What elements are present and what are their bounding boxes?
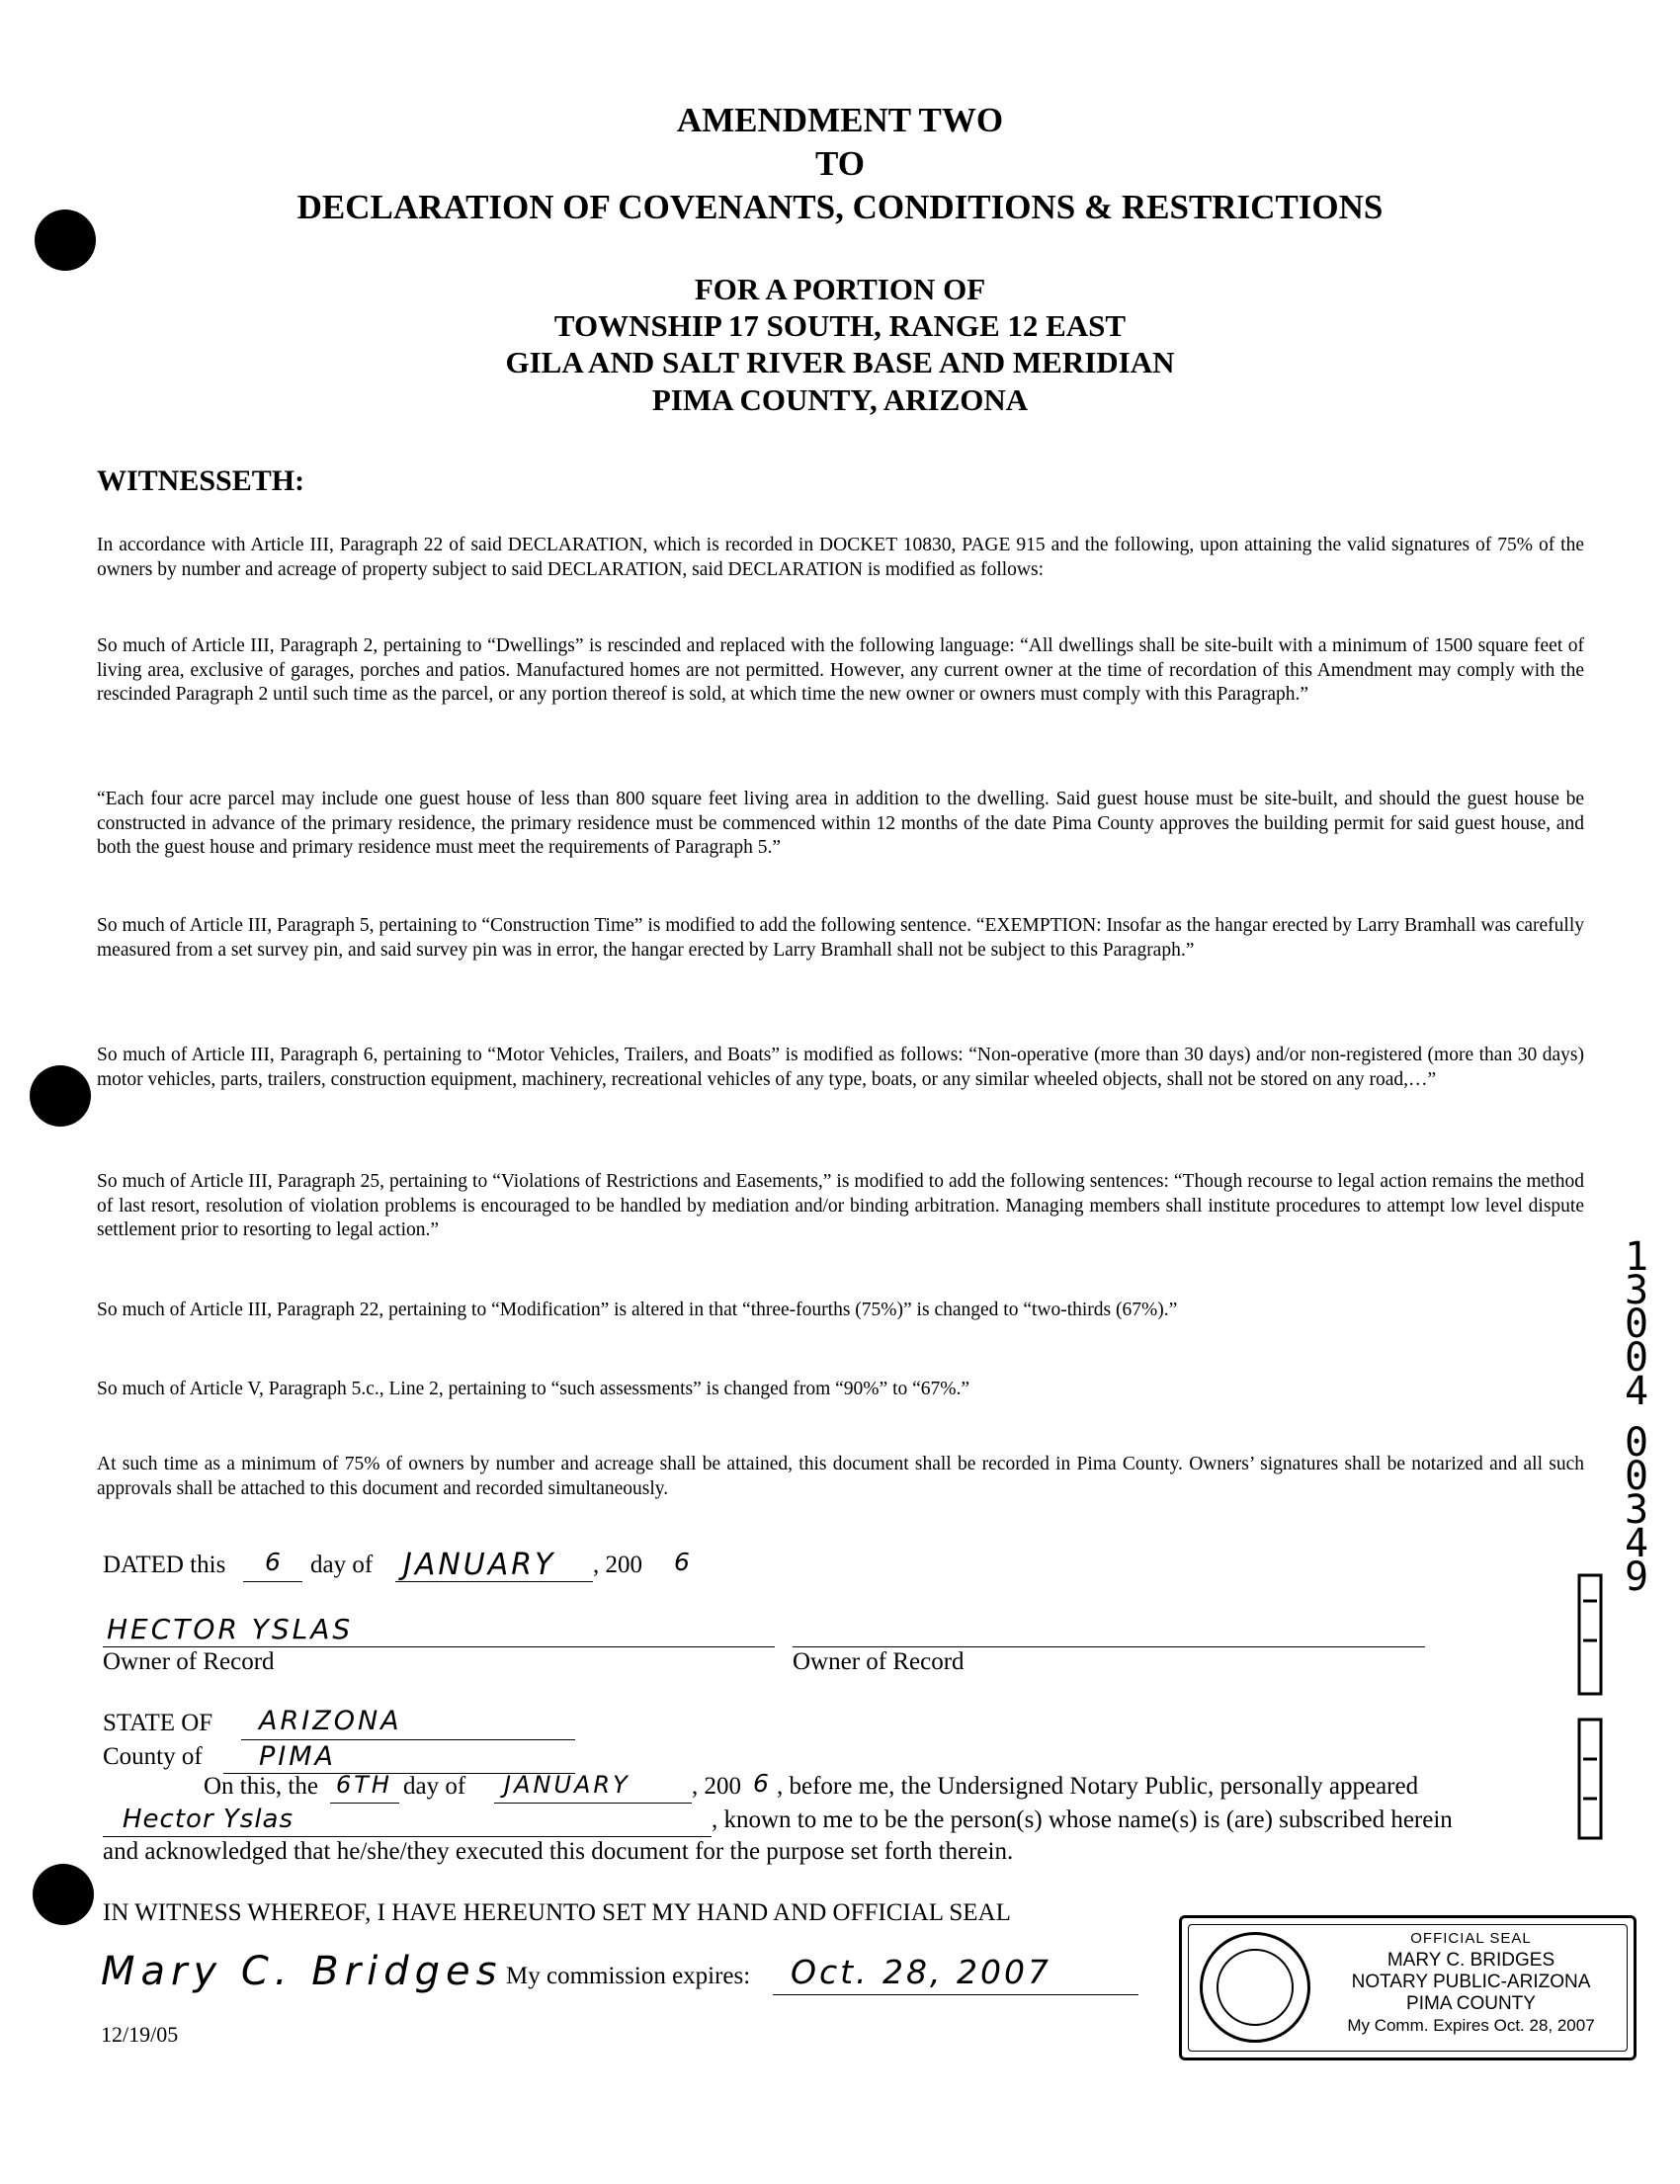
notary-day: 6TH xyxy=(336,1771,392,1799)
state-value: ARIZONA xyxy=(259,1706,402,1736)
owner-signature-left: HECTOR YSLAS xyxy=(107,1613,354,1645)
state-label: STATE OF xyxy=(103,1710,213,1736)
subheading-line-3: GILA AND SALT RIVER BASE AND MERIDIAN xyxy=(505,345,1175,379)
footer-date: 12/19/05 xyxy=(101,2022,179,2047)
notary-month: JANUARY xyxy=(504,1771,630,1799)
paragraph-construction-time: So much of Article III, Paragraph 5, pertaining to “Construction Time” is modified to add the following sentence. “EXEMPTION: Insofar as the hangar erected by Larry Bramhall was carefully measured from a set survey pin, and said survey pin was in error, the hangar erected by Larry Bramhall shall not be subject to this Paragraph.” xyxy=(97,915,1584,961)
heading-line-2: TO xyxy=(815,144,865,183)
heading-line-3: DECLARATION OF COVENANTS, CONDITIONS & RESTRICTIONS xyxy=(296,188,1384,226)
owner-signature-line-left xyxy=(103,1646,775,1647)
seal-line-4: PIMA COUNTY xyxy=(1406,1993,1536,2014)
paragraph-guest-house: “Each four acre parcel may include one guest house of less than 800 square feet living area in addition to the dwelling. Said guest house must be site-built, and should the guest house be constructed in advance of the primary residence, the primary residence must be commenced within 12 months of the date Pima County approves the building permit for said guest house, and both the guest house and primary residence must meet the requirements of Paragraph 5.” xyxy=(97,789,1584,858)
dated-month-line xyxy=(395,1581,593,1582)
paragraph-motor-vehicles: So much of Article III, Paragraph 6, pertaining to “Motor Vehicles, Trailers, and Boats” is modified as follows: “Non-operative (more than 30 days) and/or non-registered (more than 30 days) motor vehicles, parts, trailers, construction equipment, machinery, recreational vehicles of any type, boats, or any similar wheeled objects, shall not be stored on any road,…” xyxy=(97,1045,1584,1090)
recording-number: 1 3 0 0 4 0 0 3 4 9 xyxy=(1624,1234,1649,1600)
notary-year-digit: 6 xyxy=(753,1769,772,1798)
acknowledged-text: and acknowledged that he/she/they executed this document for the purpose set forth therein. xyxy=(103,1838,1014,1865)
subheading-line-2: TOWNSHIP 17 SOUTH, RANGE 12 EAST xyxy=(553,308,1127,343)
dated-day-line xyxy=(243,1581,302,1582)
notary-seal xyxy=(1179,1915,1637,2060)
dated-day: 6 xyxy=(265,1548,284,1576)
dated-prefix: DATED this xyxy=(103,1552,226,1578)
dated-month: JANUARY xyxy=(403,1548,556,1582)
county-value: PIMA xyxy=(259,1741,337,1772)
commission-label: My commission expires: xyxy=(506,1963,751,1989)
appeared-signature: Hector Yslas xyxy=(123,1805,294,1834)
seal-line-2: MARY C. BRIDGES xyxy=(1386,1950,1555,1971)
owner-label-right: Owner of Record xyxy=(793,1648,965,1675)
owner-label-left: Owner of Record xyxy=(103,1648,275,1675)
punch-hole-bottom xyxy=(33,1864,94,1925)
state-line xyxy=(241,1739,575,1740)
owner-signature-line-right xyxy=(793,1646,1425,1647)
subheading-line-1: FOR A PORTION OF xyxy=(694,272,986,306)
heading-line-1: AMENDMENT TWO xyxy=(676,101,1004,139)
dated-day-of: day of xyxy=(310,1552,374,1578)
dated-year-prefix: , 200 xyxy=(593,1552,642,1578)
paragraph-modification: So much of Article III, Paragraph 22, pertaining to “Modification” is altered in that “three-fourths (75%)” is changed to “two-thirds (67%).” xyxy=(97,1300,1178,1320)
punch-hole-middle xyxy=(30,1065,91,1127)
seal-line-3: NOTARY PUBLIC-ARIZONA xyxy=(1351,1972,1591,1992)
paragraph-dwellings: So much of Article III, Paragraph 2, pertaining to “Dwellings” is rescinded and replaced with the following language: “All dwellings shall be site-built with a minimum of 1500 square feet of living area, exclusive of garages, porches and patios. Manufactured homes are not permitted. However, any current owner at the time of recordation of this Amendment may comply with the rescinded Paragraph 2 until such time as the parcel, or any portion thereof is sold, at which time the new owner or owners must comply with this Paragraph.” xyxy=(97,635,1584,705)
notary-day-of: day of xyxy=(403,1773,466,1800)
paragraph-intro: In accordance with Article III, Paragraph 22 of said DECLARATION, which is recorded in DOCKET 10830, PAGE 915 and the following, upon attaining the valid signatures of 75% of the owners by number and acreage of property subject to said DECLARATION, said DECLARATION is modified as follows: xyxy=(97,535,1584,580)
dated-year-digit: 6 xyxy=(674,1548,693,1576)
commission-value: Oct. 28, 2007 xyxy=(791,1953,1051,1991)
paragraph-recording: At such time as a minimum of 75% of owners by number and acreage shall be attained, this document shall be recorded in Pima County. Owners’ signatures shall be notarized and all such approvals shall be attached to this document and recorded simultaneously. xyxy=(97,1454,1584,1499)
notary-before-me: , before me, the Undersigned Notary Public, personally appeared xyxy=(777,1773,1419,1800)
known-text: , known to me to be the person(s) whose name(s) is (are) subscribed herein xyxy=(712,1806,1453,1833)
notary-signature: Mary C. Bridges xyxy=(101,1949,503,1994)
county-label: County of xyxy=(103,1743,203,1770)
notary-day-line xyxy=(330,1803,399,1804)
paragraph-assessments: So much of Article V, Paragraph 5.c., Line 2, pertaining to “such assessments” is changed from “90%” to “67%.” xyxy=(97,1379,970,1399)
appeared-line xyxy=(103,1836,712,1837)
seal-line-1: OFFICIAL SEAL xyxy=(1410,1930,1532,1947)
state-seal-emblem xyxy=(1200,1932,1310,2043)
witness-whereof: IN WITNESS WHEREOF, I HAVE HEREUNTO SET MY HAND AND OFFICIAL SEAL xyxy=(103,1899,1011,1926)
on-this-label: On this, the xyxy=(204,1773,318,1800)
paragraph-violations: So much of Article III, Paragraph 25, pertaining to “Violations of Restrictions and Easements,” is modified to add the following sentences: “Though recourse to legal action remains the method of last resort, resolution of violation problems is encouraged to be handled by mediation and/or binding arbitration. Managing members shall institute procedures to attempt low level dispute settlement prior to resorting to legal action.” xyxy=(97,1171,1584,1240)
notary-year-prefix: , 200 xyxy=(692,1773,741,1800)
seal-line-5: My Comm. Expires Oct. 28, 2007 xyxy=(1347,2016,1595,2035)
side-stamp-mark xyxy=(1571,1571,1611,1848)
subheading-line-4: PIMA COUNTY, ARIZONA xyxy=(651,382,1029,417)
notary-month-line xyxy=(494,1803,692,1804)
witnesseth-heading: WITNESSETH: xyxy=(97,464,305,497)
commission-line xyxy=(773,1994,1138,1995)
